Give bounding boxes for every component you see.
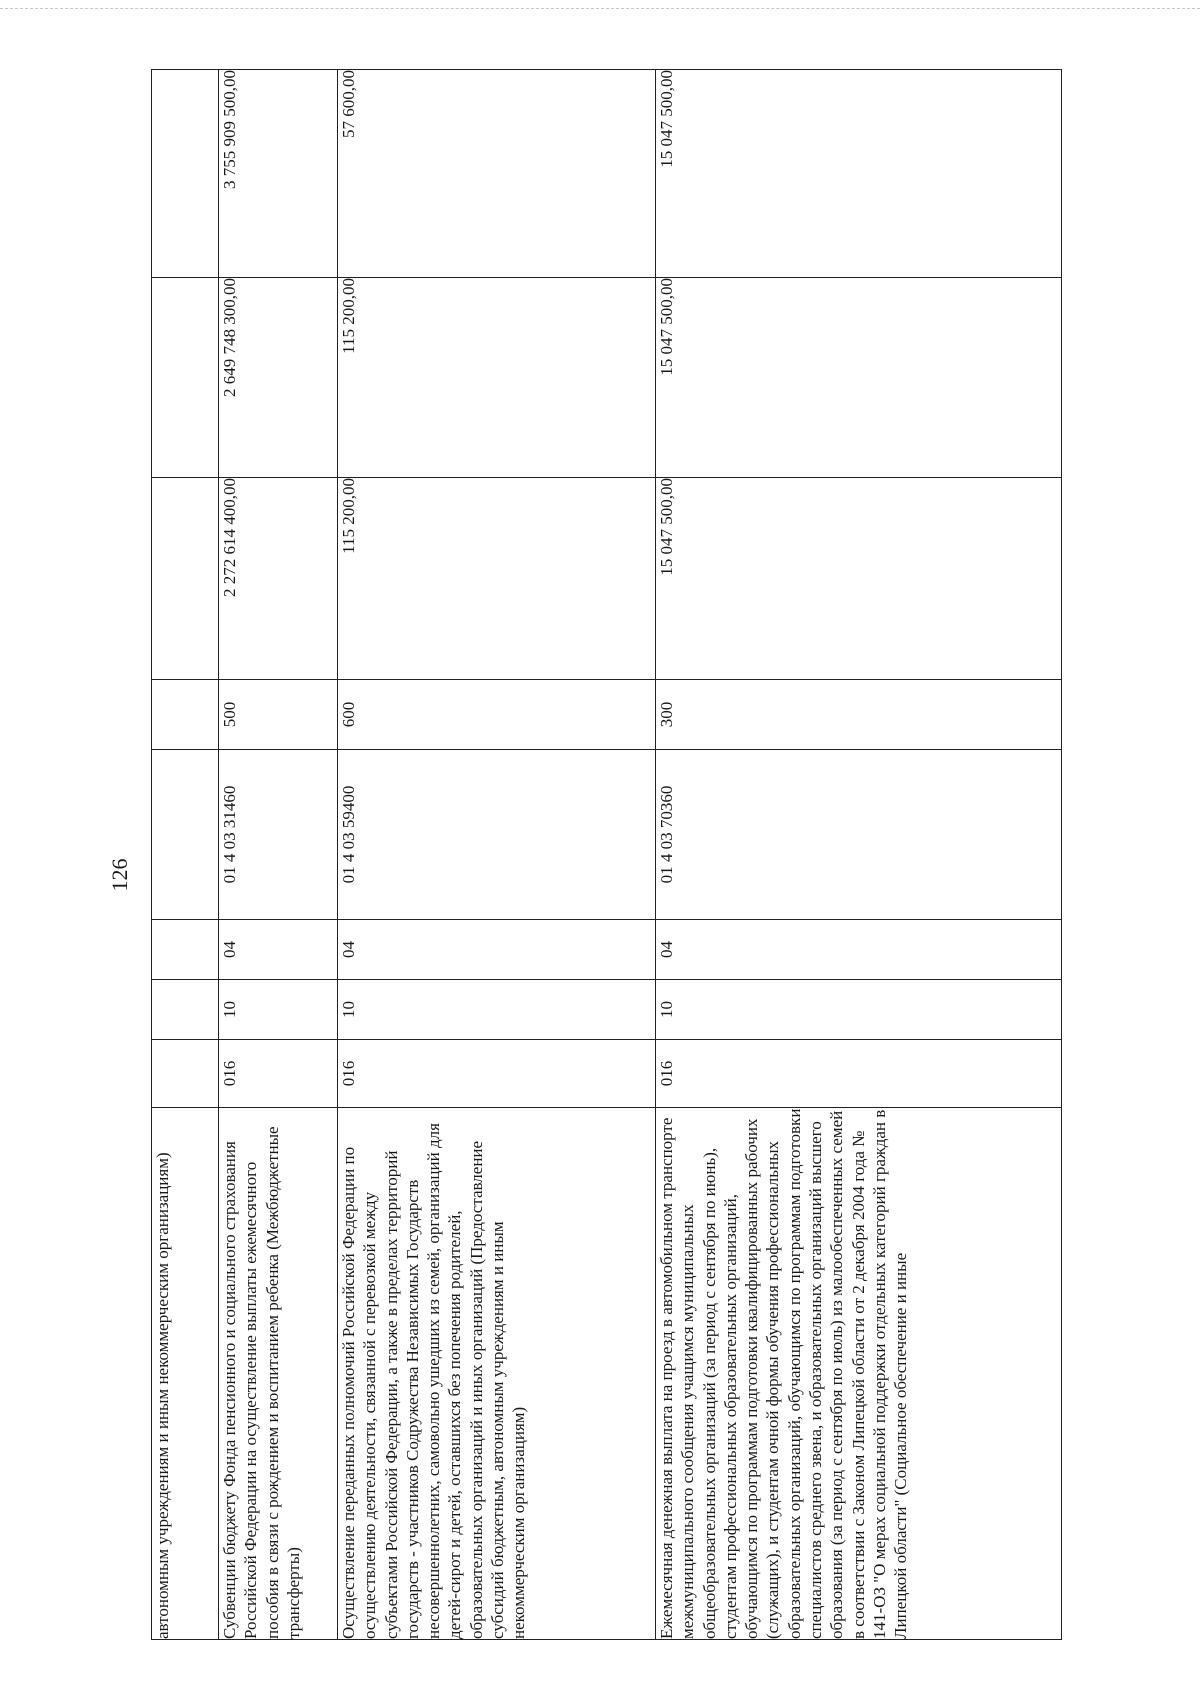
expense-type-code: 600 <box>338 680 656 750</box>
amount-year-3 <box>152 70 219 278</box>
amount-year-1: 15 047 500,00 <box>656 478 1062 680</box>
target-article-code <box>152 750 219 920</box>
ministry-code: 016 <box>656 1040 1062 1108</box>
table-row <box>219 70 338 1640</box>
table-row <box>338 70 656 1640</box>
amount-year-2: 115 200,00 <box>338 278 656 478</box>
budget-table <box>151 69 1062 1640</box>
rotated-page-content <box>151 70 1057 1640</box>
subsection-code: 04 <box>338 920 656 980</box>
section-code: 10 <box>656 980 1062 1040</box>
table-row <box>656 70 1062 1640</box>
table-row <box>152 70 219 1640</box>
row-description: Субвенции бюджету Фонда пенсионного и социального страхования Российской Федерации на осуществление выплаты ежемесячного пособия в связи с рождением и воспитанием ребенка (Межбюджетные трансферты) <box>219 1108 338 1640</box>
section-code: 10 <box>219 980 338 1040</box>
ministry-code: 016 <box>338 1040 656 1108</box>
amount-year-2: 15 047 500,00 <box>656 278 1062 478</box>
row-description: Осуществление переданных полномочий Российской Федерации по осуществлению деятельности, связанной с перевозкой между субъектами Российской Федерации, а также в пределах территорий государств - участников Содружества Независимых Государств несовершеннолетних, самовольно ушедших из семей, организаций для детей-сирот и детей, оставшихся без попечения родителей, образовательных организаций и иных организаций (Предоставление субсидий бюджетным, автономным учреждениям и иным некоммерческим организациям) <box>338 1108 656 1640</box>
amount-year-2: 2 649 748 300,00 <box>219 278 338 478</box>
amount-year-3: 57 600,00 <box>338 70 656 278</box>
target-article-code: 01 4 03 31460 <box>219 750 338 920</box>
amount-year-1: 2 272 614 400,00 <box>219 478 338 680</box>
row-description: автономным учреждениям и иным некоммерческим организациям) <box>152 1108 219 1640</box>
amount-year-1: 115 200,00 <box>338 478 656 680</box>
amount-year-1 <box>152 478 219 680</box>
row-description: Ежемесячная денежная выплата на проезд в автомобильном транспорте межмуниципального сообщения учащимся муниципальных общеобразовательных организаций (за период с сентября по июнь), студентам профессиональных образовательных организаций, обучающимся по программам подготовки квалифицированных рабочих (служащих), и студентам очной формы обучения профессиональных образовательных организаций, обучающимся по программам подготовки специалистов среднего звена, и образовательных организаций высшего образования (за период с сентября по июль) из малообеспеченных семей в соответствии с Законом Липецкой области от 2 декабря 2004 года № 141-ОЗ "О мерах социальной поддержки отдельных категорий граждан в Липецкой области" (Социальное обеспечение и иные <box>656 1108 1062 1640</box>
subsection-code: 04 <box>656 920 1062 980</box>
scan-edge <box>0 8 1200 9</box>
target-article-code: 01 4 03 70360 <box>656 750 1062 920</box>
expense-type-code: 300 <box>656 680 1062 750</box>
amount-year-2 <box>152 278 219 478</box>
ministry-code: 016 <box>219 1040 338 1108</box>
subsection-code: 04 <box>219 920 338 980</box>
ministry-code <box>152 1040 219 1108</box>
expense-type-code <box>152 680 219 750</box>
section-code <box>152 980 219 1040</box>
amount-year-3: 3 755 909 500,00 <box>219 70 338 278</box>
section-code: 10 <box>338 980 656 1040</box>
expense-type-code: 500 <box>219 680 338 750</box>
target-article-code: 01 4 03 59400 <box>338 750 656 920</box>
subsection-code <box>152 920 219 980</box>
page-number: 126 <box>107 858 132 892</box>
amount-year-3: 15 047 500,00 <box>656 70 1062 278</box>
